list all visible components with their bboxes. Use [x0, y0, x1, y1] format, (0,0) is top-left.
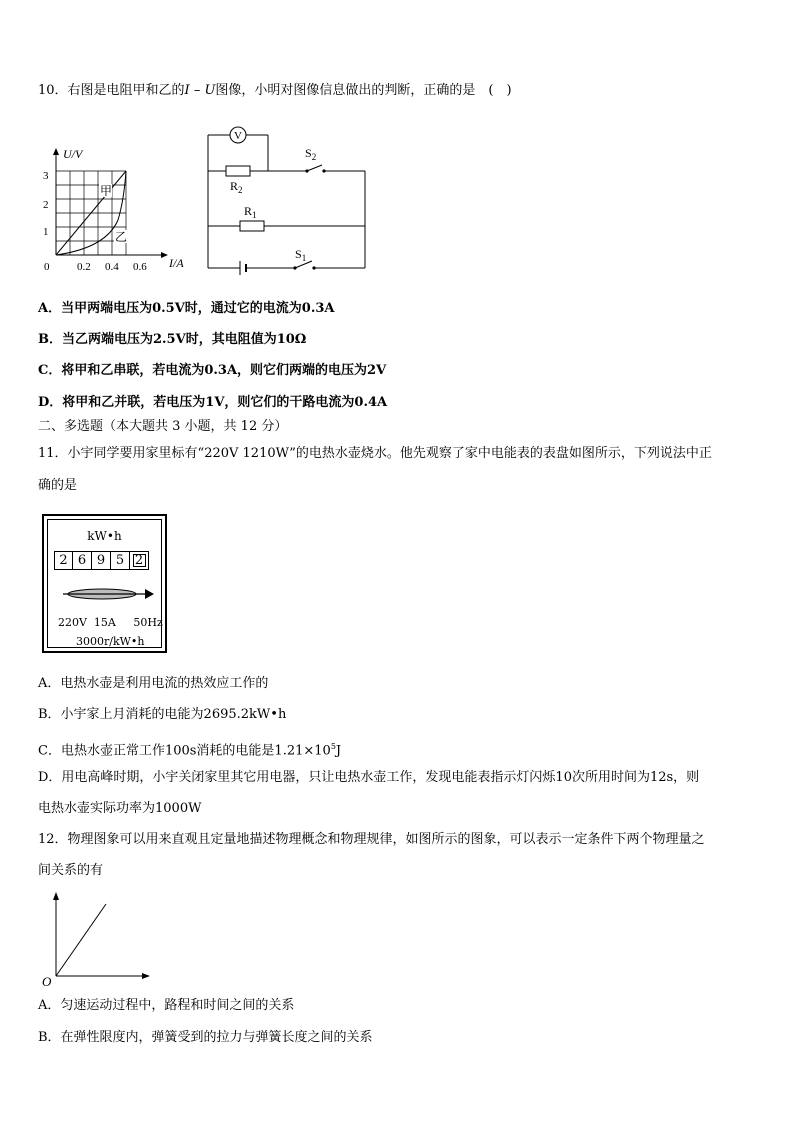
q11-digit-4: 5 [111, 551, 130, 570]
q12-stem-line1: 12．物理图象可以用来直观且定量地描述物理概念和物理规律，如图所示的图象，可以表示一定条件下两个物理量之 [38, 832, 705, 847]
q10-ytick-0: 1 [43, 226, 49, 238]
q11-stem-line1: 11．小宇同学要用家里标有“220V 1210W”的电热水壶烧水。他先观察了家中电能表的表盘如图所示，下列说法中正 [38, 446, 712, 461]
q10-ylabel: U/V [63, 147, 83, 161]
q11-digit-3: 9 [92, 551, 111, 570]
q12-origin: O [42, 974, 52, 988]
q11-option-c-exp: 5 [330, 742, 336, 751]
q10-stem-pre: 10．右图是电阻甲和乙的 [38, 83, 185, 98]
q10-ytick-1: 2 [43, 199, 49, 211]
q12-x-arrow [142, 973, 150, 979]
q11-meter-spec: 220V 15A 50Hz [58, 616, 163, 629]
r1-label: $R_1$ [244, 204, 257, 220]
s2-label: $S_2$ [305, 146, 317, 162]
s1-label: $S_1$ [295, 247, 307, 263]
s2-contact [305, 169, 308, 172]
q10-label-yi: 乙 [115, 230, 128, 244]
q10-xtick-1: 0.4 [105, 261, 119, 273]
q10-ytick-2: 3 [43, 170, 49, 182]
q10-stem [38, 82, 512, 100]
q11-meter-disc-icon [58, 584, 158, 604]
q11-option-c-unit: J [335, 743, 342, 759]
q11-digit-1: 2 [54, 551, 73, 570]
resistor-r1-icon [240, 221, 264, 231]
q11-digit-5: 2 [130, 551, 149, 570]
q12-stem-line2: 间关系的有 [38, 863, 104, 878]
q10-stem-var: I – U [184, 83, 216, 98]
q12-graph [36, 886, 156, 988]
s2-contact-b [322, 169, 325, 172]
q11-meter-inner [47, 519, 162, 648]
q12-y-arrow [53, 892, 59, 900]
resistor-r2-icon [226, 166, 250, 176]
r2-label: $R_2$ [230, 179, 243, 195]
q11-option-c [38, 738, 341, 760]
q11-meter-unit: kW•h [87, 529, 122, 543]
s1-contact [293, 266, 296, 269]
q11-option-a: A．电热水壶是利用电流的热效应工作的 [38, 676, 269, 691]
q12-option-b: B．在弹性限度内，弹簧受到的拉力与弹簧长度之间的关系 [38, 1030, 373, 1045]
q10-label-jia: 甲 [100, 184, 113, 198]
q11-digit-2: 6 [73, 551, 92, 570]
q10-stem-post: 图像，小明对图像信息做出的判断，正确的是 ( ) [215, 83, 512, 98]
q11-meter [42, 514, 167, 653]
q10-xtick-0: 0.2 [77, 261, 91, 273]
q12-line [56, 904, 106, 976]
q10-y-arrow [53, 148, 59, 155]
switch-s2-icon [307, 165, 322, 171]
q10-option-a: A．当甲两端电压为0.5V时，通过它的电流为0.3A [38, 301, 335, 316]
voltmeter-label: V [234, 130, 242, 142]
q10-iu-graph [36, 140, 196, 280]
q11-meter-rate: 3000r/kW•h [76, 635, 145, 648]
q11-option-d-line2: 电热水壶实际功率为1000W [38, 801, 202, 816]
q10-option-c: C．将甲和乙串联，若电流为0.3A，则它们两端的电压为2V [38, 363, 387, 378]
q10-x-arrow [161, 252, 168, 258]
q11-option-b: B．小宇家上月消耗的电能为2695.2kW•h [38, 707, 287, 722]
q11-option-c-text: C．电热水壶正常工作100s消耗的电能是1.21×10 [38, 743, 331, 759]
q12-option-a: A．匀速运动过程中，路程和时间之间的关系 [38, 998, 295, 1013]
q11-stem-line2: 确的是 [38, 478, 78, 493]
q10-origin: 0 [44, 261, 50, 273]
s1-contact-b [312, 266, 315, 269]
q11-option-d-line1: D．用电高峰时期，小宇关闭家里其它用电器，只让电热水壶工作，发现电能表指示灯闪烁10次所用时间为12s，则 [38, 770, 700, 785]
q10-option-b: B．当乙两端电压为2.5V时，其电阻值为10Ω [38, 332, 307, 347]
q10-circuit [200, 120, 375, 275]
q10-xlabel: I/A [169, 256, 184, 270]
section2-heading: 二、多选题（本大题共 3 小题，共 12 分） [38, 419, 288, 434]
q10-option-d: D．将甲和乙并联，若电压为1V，则它们的干路电流为0.4A [38, 395, 388, 410]
q11-meter-digits [54, 551, 149, 570]
q10-xtick-2: 0.6 [133, 261, 147, 273]
